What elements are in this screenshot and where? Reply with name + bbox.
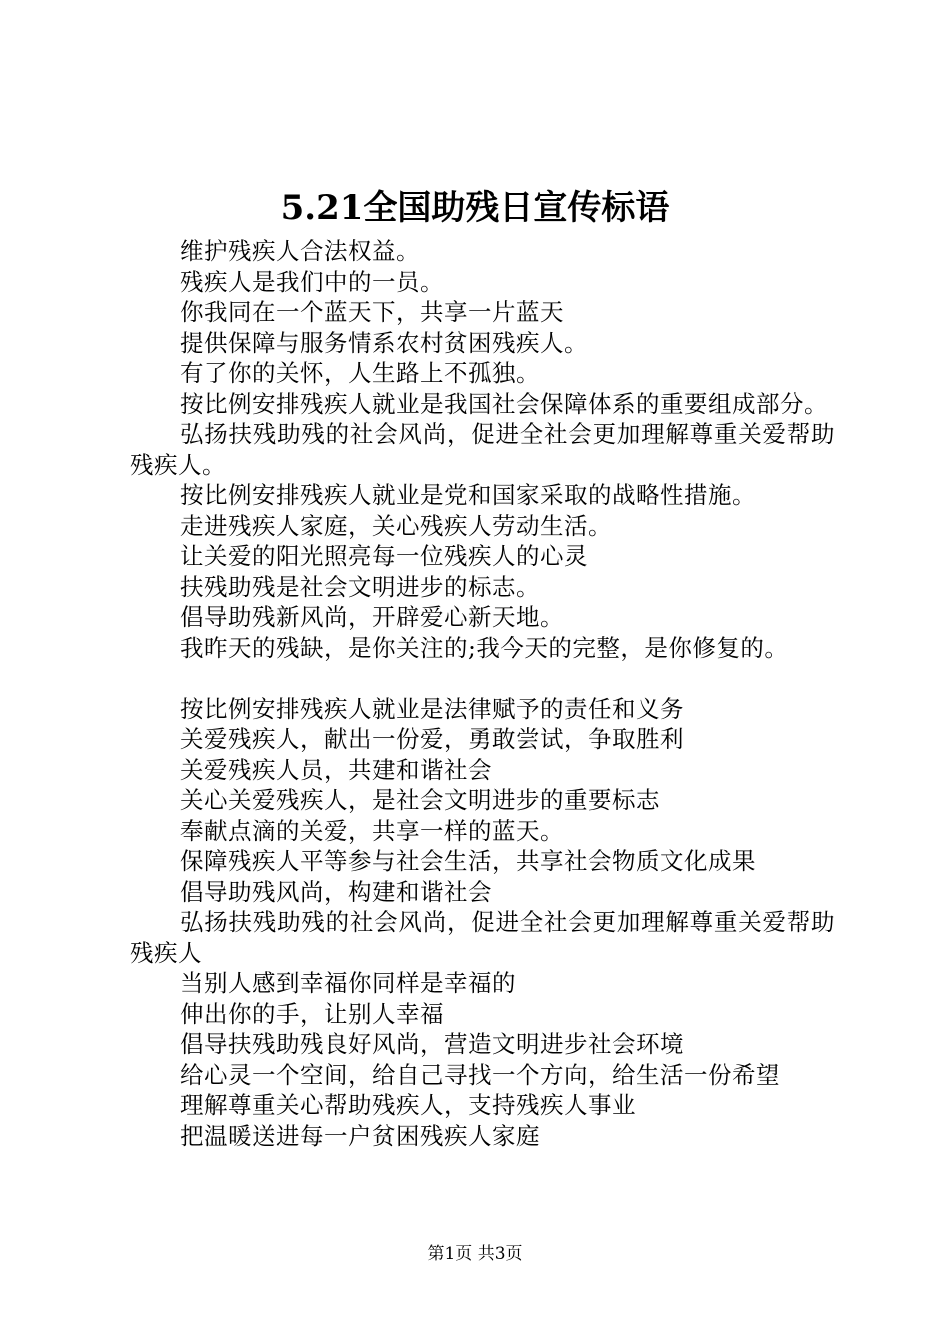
slogan-paragraph: 弘扬扶残助残的社会风尚，促进全社会更加理解尊重关爱帮助残疾人。: [130, 420, 835, 479]
slogan-paragraph: 把温暖送进每一户贫困残疾人家庭: [180, 1121, 540, 1150]
slogan-paragraph: 关心关爱残疾人，是社会文明进步的重要标志: [180, 786, 660, 814]
slogan-paragraph: 倡导扶残助残良好风尚，营造文明进步社会环境: [180, 1030, 684, 1058]
slogan-paragraph: 关爱残疾人，献出一份爱，勇敢尝试，争取胜利: [180, 725, 684, 753]
slogan-paragraph: 走进残疾人家庭，关心残疾人劳动生活。: [180, 511, 612, 540]
page-footer: 第1页 共3页: [427, 1244, 523, 1264]
slogan-paragraph: 伸出你的手，让别人幸福: [180, 999, 444, 1028]
slogan-paragraph: 关爱残疾人员，共建和谐社会: [180, 755, 492, 784]
slogan-paragraph: 按比例安排残疾人就业是党和国家采取的战略性措施。: [180, 481, 756, 509]
slogan-paragraph: 按比例安排残疾人就业是我国社会保障体系的重要组成部分。: [180, 389, 828, 418]
slogan-paragraph: 让关爱的阳光照亮每一位残疾人的心灵: [180, 542, 588, 570]
blank-line: [130, 663, 835, 694]
slogan-paragraph: 维护残疾人合法权益。: [180, 237, 420, 265]
slogan-paragraph: 当别人感到幸福你同样是幸福的: [180, 969, 516, 997]
slogan-paragraph: 提供保障与服务情系农村贫困残疾人。: [180, 328, 588, 357]
page-title: 5.21全国助残日宣传标语: [280, 188, 670, 228]
slogan-paragraph: 倡导助残新风尚，开辟爱心新天地。: [180, 603, 564, 631]
slogan-paragraph: 残疾人是我们中的一员。: [180, 267, 444, 296]
slogan-paragraph: 给心灵一个空间，给自己寻找一个方向，给生活一份希望: [180, 1060, 780, 1089]
slogan-paragraph: 奉献点滴的关爱，共享一样的蓝天。: [180, 816, 564, 845]
slogan-paragraph: 按比例安排残疾人就业是法律赋予的责任和义务: [180, 694, 684, 723]
slogan-paragraph: 你我同在一个蓝天下，共享一片蓝天: [180, 298, 564, 326]
slogan-paragraph: 扶残助残是社会文明进步的标志。: [180, 572, 540, 601]
slogan-paragraph: 有了你的关怀，人生路上不孤独。: [180, 359, 540, 387]
slogan-paragraph: 弘扬扶残助残的社会风尚，促进全社会更加理解尊重关爱帮助残疾人: [130, 908, 835, 967]
slogan-list: [130, 236, 835, 1151]
slogan-paragraph: 倡导助残风尚，构建和谐社会: [180, 877, 492, 906]
slogan-paragraph: 理解尊重关心帮助残疾人，支持残疾人事业: [180, 1091, 636, 1119]
slogan-paragraph: 我昨天的残缺，是你关注的;我今天的完整，是你修复的。: [180, 633, 789, 662]
slogan-paragraph: 保障残疾人平等参与社会生活，共享社会物质文化成果: [180, 847, 756, 875]
